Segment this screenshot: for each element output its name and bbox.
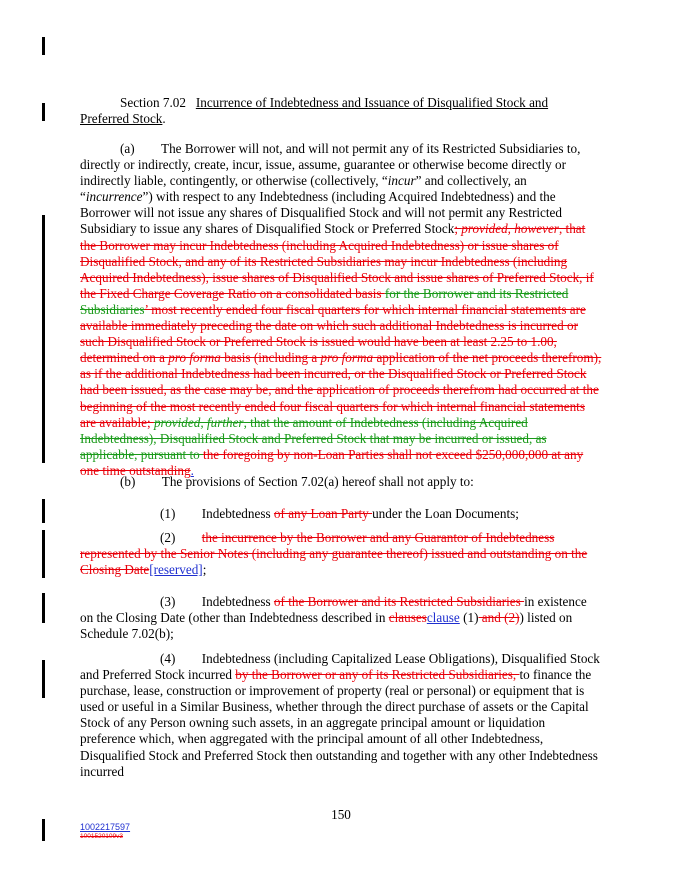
deleted-text: clauses <box>388 610 427 626</box>
change-bar <box>42 215 45 463</box>
item-2: (2) the incurrence by the Borrower and any Guarantor of Indebtedness represented by the Senior Notes (including any guarantee thereof) issued and outstanding on the Closing Date[reserved]; <box>80 530 588 578</box>
section-title: Incurrence of Indebtedness and Issuance of Disqualified Stock and <box>195 95 549 110</box>
item-1: (1) Indebtedness of any Loan Party under the Loan Documents; <box>160 506 519 521</box>
change-bar <box>42 37 45 55</box>
paragraph-a: (a) The Borrower will not, and will not permit any of its Restricted Subsidiaries to, directly or indirectly, create, incur, issue, assume, guarantee or otherwise become directly or indirectly liable, contingently, or otherwise (collectively, “incur” and collectively, an “incurrence”) with respect to any Indebtedness (including Acquired Indebtedness) and the Borrower will not issue any shares of Disqualified Stock and will not permit any Restricted Subsidiary to issue any shares of Disqualified Stock or Preferred Stock; provided, however, that the Borrower may incur Indebtedness (including Acquired Indebtedness) or issue shares of Disqualified Stock, and any of its Restricted Subsidiaries may incur Indebtedness (including Acquired Indebtedness), issue shares of Disqualified Stock and issue shares of Preferred Stock, if the Fixed Charge Coverage Ratio on a consolidated basis for the Borrower and its Restricted Subsidiaries’ most recently ended four fiscal quarters for which internal financial statements are available immediately preceding the date on which such additional Indebtedness is incurred or such Disqualified Stock or Preferred Stock is issued would have been at least 2.25 to 1.00, determined on a pro forma basis (including a pro forma application of the net proceeds therefrom), as if the additional Indebtedness had been incurred, or the Disqualified Stock or Preferred Stock had been issued, as the case may be, and the application of proceeds therefrom had occurred at the beginning of the most recently ended four fiscal quarters for which internal financial statements are available; provided, further, that the amount of Indebtedness (including Acquired Indebtedness), Disqualified Stock and Preferred Stock that may be incurred or issued, as applicable, pursuant to the foregoing by non-Loan Parties shall not exceed $250,000,000 at any one time outstanding. <box>80 141 602 478</box>
doc-id-current[interactable]: 1002217597 <box>80 822 131 832</box>
deleted-text: ’ most recently ended four fiscal quarters for which internal financial statements are available immediately preceding the date on which such additional Indebtedness is incurred or such Disqualified Stock or Preferred Stock is issued would have been at least 2.25 to 1.00, determined on a pro forma basis (including a pro forma application of the net proceeds therefrom), as if the additional Indebtedness had been incurred, or the Disqualified Stock or Preferred Stock had been issued, as the case may be, and the application of proceeds therefrom had occurred at the beginning of the most recently ended four fiscal quarters for which internal financial statements are available; <box>80 301 602 430</box>
inserted-text: [reserved] <box>149 562 203 578</box>
section-heading: Section 7.02 Incurrence of Indebtedness and Issuance of Disqualified Stock and Preferred Stock. <box>80 95 549 127</box>
change-bar <box>42 660 45 698</box>
section-title-cont: Preferred Stock <box>80 111 163 127</box>
deleted-text: ; provided, however, that the Borrower may incur Indebtedness (including Acquired Indebtedness) or issue shares of Disqualified Stock, and any of its Restricted Subsidiaries may incur Indebtedness (including Acquired Indebtedness), issue shares of Disqualified Stock and issue shares of Preferred Stock, if the Fixed Charge Coverage Ratio on a consolidated basis <box>80 221 594 301</box>
deleted-text: of any Loan Party <box>273 506 373 521</box>
inserted-text: clause <box>426 610 460 626</box>
deleted-text: and (2) <box>478 610 520 626</box>
page-number: 150 <box>331 807 351 822</box>
paragraph-b: (b) The provisions of Section 7.02(a) hereof shall not apply to: <box>120 474 474 489</box>
moved-text: provided, further, that the amount of Indebtedness (including Acquired Indebtedness), Disqualified Stock and Preferred Stock that may be incurred or issued, as applicable, pursuant to <box>80 414 547 462</box>
deleted-text: the incurrence by the Borrower and any Guarantor of Indebtedness represented by the Senior Notes (including any guarantee thereof) issued and outstanding on the Closing Date <box>80 530 588 578</box>
item-4: (4) Indebtedness (including Capitalized Lease Obligations), Disqualified Stock and Preferred Stock incurred by the Borrower or any of its Restricted Subsidiaries, to finance the purchase, lease, construction or improvement of property (real or personal) or equipment that is used or useful in a Similar Business, whether through the direct purchase of assets or the Capital Stock of any Person owning such assets, in an aggregate principal amount or liquidation preference which, when aggregated with the principal amount of all other Indebtedness, Disqualified Stock and Preferred Stock then outstanding and together with any other Indebtedness incurred <box>80 651 600 779</box>
doc-id-old: 1001520109v3 <box>80 833 124 840</box>
inserted-text: . <box>190 462 194 478</box>
deleted-text: the foregoing by non-Loan Parties shall not exceed $250,000,000 at any one time outstanding <box>80 446 584 478</box>
change-bar <box>42 593 45 623</box>
document-id <box>80 822 130 841</box>
clause-label: (a) <box>120 141 135 156</box>
item-3: (3) Indebtedness of the Borrower and its Restricted Subsidiaries in existence on the Closing Date (other than Indebtedness described in clausesclause (1) and (2)) listed on Schedule 7.02(b); <box>80 594 587 642</box>
section-number: Section 7.02 <box>120 95 186 110</box>
change-bar <box>42 499 45 523</box>
change-bar <box>42 819 45 841</box>
deleted-text: of the Borrower and its Restricted Subsidiaries <box>273 594 525 609</box>
change-bar <box>42 103 45 121</box>
deleted-text: by the Borrower or any of its Restricted Subsidiaries, <box>235 667 520 683</box>
moved-text: for the Borrower and its Restricted Subsidiaries <box>80 285 569 317</box>
change-bar <box>42 530 45 578</box>
